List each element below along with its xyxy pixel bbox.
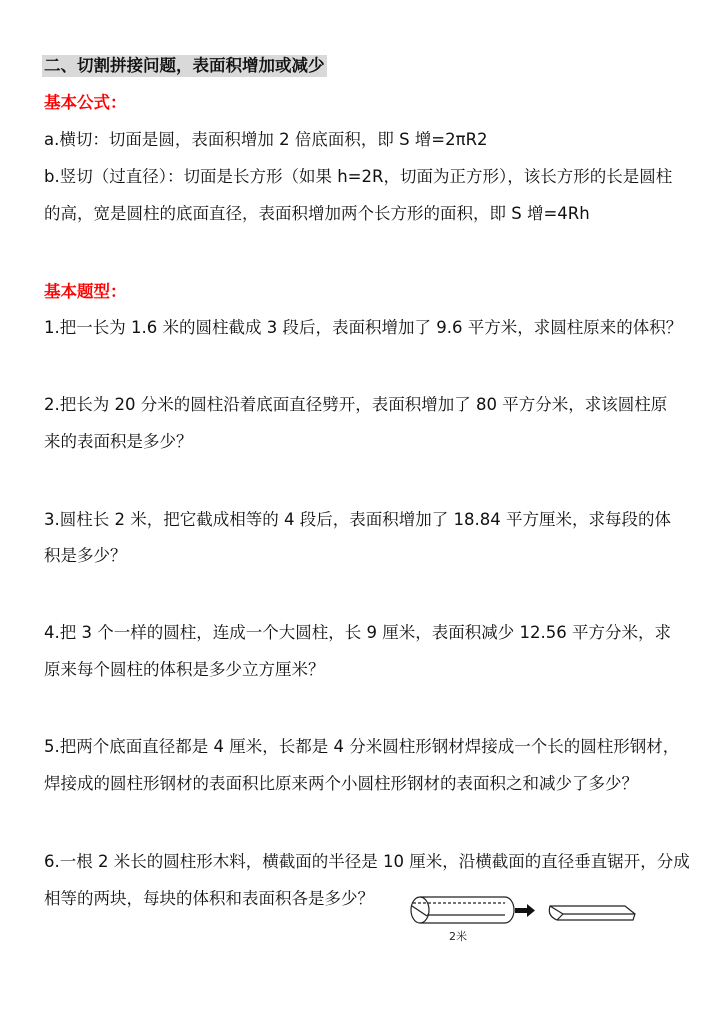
cylinder-cut-figure xyxy=(405,888,645,948)
formula-b-line2: 的高，宽是圆柱的底面直径，表面积增加两个长方形的面积，即 S 增=4Rh xyxy=(44,204,590,223)
section-title: 二、切割拼接问题，表面积增加或减少 xyxy=(44,56,325,75)
question-3-line1: 3.圆柱长 2 米，把它截成相等的 4 段后，表面积增加了 18.84 平方厘米，求每段的体 xyxy=(44,510,671,529)
question-5-line2: 焊接成的圆柱形钢材的表面积比原来两个小圆柱形钢材的表面积之和减少了多少？ xyxy=(44,774,638,793)
question-4-line1: 4.把 3 个一样的圆柱，连成一个大圆柱，长 9 厘米，表面积减少 12.56 平方分米，求 xyxy=(44,623,671,642)
types-heading: 基本题型： xyxy=(44,282,127,301)
half-cylinder-icon xyxy=(549,906,635,920)
formula-b-line1: b.竖切（过直径）：切面是长方形（如果 h=2R，切面为正方形），该长方形的长是圆柱 xyxy=(44,167,673,186)
formula-a: a.横切：切面是圆，表面积增加 2 倍底面积，即 S 增=2πR2 xyxy=(44,130,488,149)
arrow-right-icon xyxy=(515,904,535,917)
question-1-line1: 1.把一长为 1.6 米的圆柱截成 3 段后，表面积增加了 9.6 平方米，求圆柱原来的体积？ xyxy=(44,318,683,337)
question-6-line1: 6.一根 2 米长的圆柱形木料，横截面的半径是 10 厘米，沿横截面的直径垂直锯开，分成 xyxy=(44,852,690,871)
question-6-line2: 相等的两块，每块的体积和表面积各是多少？ xyxy=(44,889,374,908)
question-4-line2: 原来每个圆柱的体积是多少立方厘米？ xyxy=(44,660,325,679)
formula-heading: 基本公式： xyxy=(44,93,127,112)
question-5-line1: 5.把两个底面直径都是 4 厘米，长都是 4 分米圆柱形钢材焊接成一个长的圆柱形钢材， xyxy=(44,737,680,756)
length-label: 2米 xyxy=(449,930,467,943)
cylinder-icon xyxy=(411,897,514,923)
question-2-line1: 2.把长为 20 分米的圆柱沿着底面直径劈开，表面积增加了 80 平方分米，求该圆柱原 xyxy=(44,395,668,414)
question-3-line2: 积是多少？ xyxy=(44,546,127,565)
question-2-line2: 来的表面积是多少？ xyxy=(44,432,193,451)
